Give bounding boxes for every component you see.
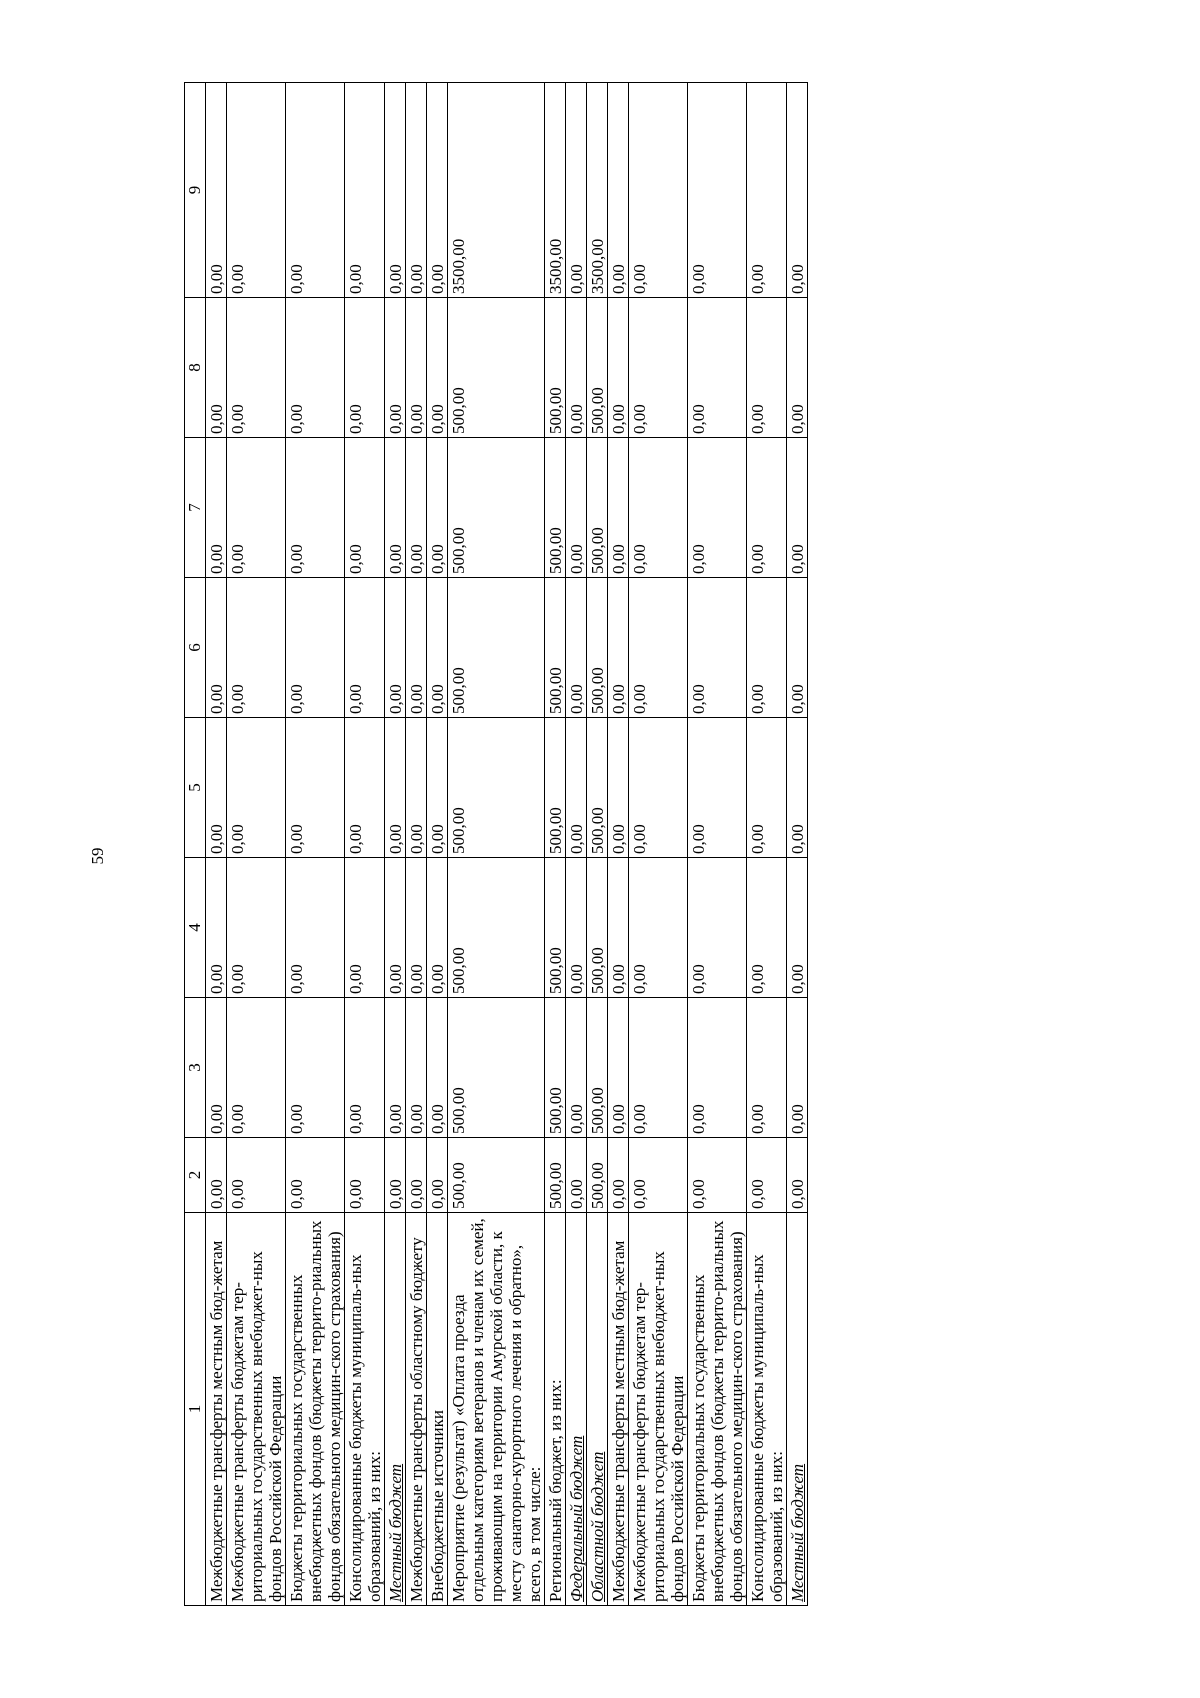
row-label — [787, 1213, 808, 1606]
table-row — [566, 83, 587, 1606]
table-row — [385, 83, 406, 1606]
value-cell-col-2: 500,00 — [448, 1138, 545, 1213]
value-cell-col-8: 0,00 — [206, 298, 227, 438]
table-row — [345, 83, 385, 1606]
value-cell-col-8: 0,00 — [286, 298, 345, 438]
value-cell-col-6: 0,00 — [787, 578, 808, 718]
value-cell-col-6: 0,00 — [566, 578, 587, 718]
value-cell-col-8: 0,00 — [227, 298, 286, 438]
value-cell-col-5: 0,00 — [206, 718, 227, 858]
row-label — [629, 1213, 688, 1606]
value-cell-col-6: 500,00 — [545, 578, 566, 718]
value-cell-col-5: 0,00 — [406, 718, 427, 858]
table-row — [608, 83, 629, 1606]
value-cell-col-2: 0,00 — [747, 1138, 787, 1213]
row-label — [608, 1213, 629, 1606]
value-cell-col-2: 0,00 — [286, 1138, 345, 1213]
row-label-text: Консолидированные бюджеты муниципаль-ных образований, из них: — [346, 1254, 384, 1602]
value-cell-col-5: 0,00 — [629, 718, 688, 858]
row-label-text: Межбюджетные трансферты местным бюд-жетам — [609, 1240, 628, 1602]
value-cell-col-7: 500,00 — [448, 438, 545, 578]
value-cell-col-3: 0,00 — [286, 998, 345, 1138]
value-cell-col-6: 0,00 — [286, 578, 345, 718]
column-header-7: 7 — [185, 438, 206, 578]
value-cell-col-7: 0,00 — [427, 438, 448, 578]
value-cell-col-9: 0,00 — [427, 83, 448, 298]
value-cell-col-2: 0,00 — [566, 1138, 587, 1213]
value-cell-col-4: 0,00 — [747, 858, 787, 998]
value-cell-col-6: 0,00 — [427, 578, 448, 718]
table-row — [545, 83, 566, 1606]
row-label — [286, 1213, 345, 1606]
value-cell-col-9: 3500,00 — [448, 83, 545, 298]
value-cell-col-4: 0,00 — [385, 858, 406, 998]
value-cell-col-6: 500,00 — [448, 578, 545, 718]
value-cell-col-6: 0,00 — [206, 578, 227, 718]
value-cell-col-7: 0,00 — [747, 438, 787, 578]
column-header-1: 1 — [185, 1213, 206, 1606]
row-label-text: Местный бюджет — [788, 1463, 807, 1602]
value-cell-col-8: 500,00 — [587, 298, 608, 438]
value-cell-col-2: 0,00 — [406, 1138, 427, 1213]
value-cell-col-7: 0,00 — [406, 438, 427, 578]
value-cell-col-5: 500,00 — [587, 718, 608, 858]
row-label-text: Федеральный бюджет — [567, 1435, 586, 1602]
value-cell-col-3: 0,00 — [787, 998, 808, 1138]
row-label-text: Межбюджетные трансферты бюджетам тер-риториальных государственных внебюджет-ных фондов Российской Федерации — [630, 1251, 687, 1602]
value-cell-col-8: 500,00 — [545, 298, 566, 438]
value-cell-col-2: 0,00 — [227, 1138, 286, 1213]
value-cell-col-9: 0,00 — [385, 83, 406, 298]
value-cell-col-3: 0,00 — [227, 998, 286, 1138]
row-label — [448, 1213, 545, 1606]
row-label-text: Межбюджетные трансферты областному бюджету — [407, 1237, 426, 1602]
value-cell-col-2: 0,00 — [206, 1138, 227, 1213]
row-label-text: Бюджеты территориальных государственных внебюджетных фондов (бюджеты террито-риальных фондов обязательного медицин-ского страхования) — [689, 1220, 746, 1602]
value-cell-col-8: 0,00 — [629, 298, 688, 438]
table-row — [206, 83, 227, 1606]
value-cell-col-5: 500,00 — [545, 718, 566, 858]
value-cell-col-6: 0,00 — [345, 578, 385, 718]
value-cell-col-2: 500,00 — [545, 1138, 566, 1213]
table-row — [747, 83, 787, 1606]
page-number: 59 — [88, 847, 107, 865]
value-cell-col-5: 500,00 — [448, 718, 545, 858]
value-cell-col-2: 0,00 — [688, 1138, 747, 1213]
value-cell-col-8: 0,00 — [427, 298, 448, 438]
value-cell-col-7: 0,00 — [227, 438, 286, 578]
table-row — [787, 83, 808, 1606]
value-cell-col-3: 0,00 — [406, 998, 427, 1138]
value-cell-col-7: 500,00 — [545, 438, 566, 578]
value-cell-col-6: 0,00 — [629, 578, 688, 718]
value-cell-col-6: 0,00 — [608, 578, 629, 718]
value-cell-col-5: 0,00 — [566, 718, 587, 858]
value-cell-col-9: 0,00 — [688, 83, 747, 298]
value-cell-col-7: 0,00 — [385, 438, 406, 578]
value-cell-col-2: 0,00 — [629, 1138, 688, 1213]
value-cell-col-4: 0,00 — [206, 858, 227, 998]
value-cell-col-8: 0,00 — [385, 298, 406, 438]
value-cell-col-4: 0,00 — [286, 858, 345, 998]
value-cell-col-9: 0,00 — [787, 83, 808, 298]
value-cell-col-7: 0,00 — [566, 438, 587, 578]
value-cell-col-7: 0,00 — [608, 438, 629, 578]
value-cell-col-3: 0,00 — [385, 998, 406, 1138]
value-cell-col-3: 500,00 — [587, 998, 608, 1138]
value-cell-col-7: 500,00 — [587, 438, 608, 578]
row-label — [688, 1213, 747, 1606]
table-row — [227, 83, 286, 1606]
value-cell-col-2: 0,00 — [608, 1138, 629, 1213]
column-header-9: 9 — [185, 83, 206, 298]
value-cell-col-3: 0,00 — [747, 998, 787, 1138]
value-cell-col-3: 0,00 — [629, 998, 688, 1138]
row-label — [227, 1213, 286, 1606]
value-cell-col-6: 500,00 — [587, 578, 608, 718]
column-header-2: 2 — [185, 1138, 206, 1213]
value-cell-col-5: 0,00 — [608, 718, 629, 858]
table-row — [427, 83, 448, 1606]
column-header-6: 6 — [185, 578, 206, 718]
row-label — [566, 1213, 587, 1606]
value-cell-col-5: 0,00 — [286, 718, 345, 858]
table-row — [406, 83, 427, 1606]
value-cell-col-6: 0,00 — [385, 578, 406, 718]
value-cell-col-8: 0,00 — [787, 298, 808, 438]
value-cell-col-5: 0,00 — [227, 718, 286, 858]
column-header-5: 5 — [185, 718, 206, 858]
value-cell-col-3: 500,00 — [545, 998, 566, 1138]
budget-table — [184, 82, 808, 1606]
value-cell-col-4: 0,00 — [427, 858, 448, 998]
value-cell-col-9: 0,00 — [566, 83, 587, 298]
value-cell-col-7: 0,00 — [345, 438, 385, 578]
row-label — [406, 1213, 427, 1606]
value-cell-col-8: 0,00 — [566, 298, 587, 438]
value-cell-col-7: 0,00 — [286, 438, 345, 578]
value-cell-col-2: 0,00 — [427, 1138, 448, 1213]
value-cell-col-3: 0,00 — [608, 998, 629, 1138]
value-cell-col-5: 0,00 — [787, 718, 808, 858]
value-cell-col-9: 0,00 — [629, 83, 688, 298]
value-cell-col-5: 0,00 — [747, 718, 787, 858]
row-label-text: Консолидированные бюджеты муниципаль-ных образований, из них: — [748, 1254, 786, 1602]
row-label-text: Бюджеты территориальных государственных внебюджетных фондов (бюджеты террито-риальных фондов обязательного медицин-ского страхования) — [287, 1220, 344, 1602]
row-label-text: Мероприятие (результат) «Оплата проезда отдельным категориям ветеранов и членам их семей, проживающим на территории Амурской области, к месту санаторно-курортного лечения и обратно», всего, в том числе: — [449, 1218, 544, 1602]
value-cell-col-5: 0,00 — [688, 718, 747, 858]
row-label — [427, 1213, 448, 1606]
table-row — [629, 83, 688, 1606]
value-cell-col-9: 0,00 — [747, 83, 787, 298]
value-cell-col-8: 0,00 — [608, 298, 629, 438]
value-cell-col-5: 0,00 — [427, 718, 448, 858]
value-cell-col-4: 0,00 — [566, 858, 587, 998]
row-label-text: Областной бюджет — [588, 1451, 607, 1602]
value-cell-col-3: 0,00 — [427, 998, 448, 1138]
column-header-4: 4 — [185, 858, 206, 998]
table-row — [587, 83, 608, 1606]
table-row — [286, 83, 345, 1606]
value-cell-col-2: 500,00 — [587, 1138, 608, 1213]
value-cell-col-2: 0,00 — [385, 1138, 406, 1213]
value-cell-col-3: 500,00 — [448, 998, 545, 1138]
value-cell-col-7: 0,00 — [787, 438, 808, 578]
rotated-table-container — [184, 83, 1042, 1606]
row-label — [587, 1213, 608, 1606]
value-cell-col-4: 0,00 — [227, 858, 286, 998]
value-cell-col-4: 0,00 — [688, 858, 747, 998]
value-cell-col-9: 3500,00 — [587, 83, 608, 298]
value-cell-col-7: 0,00 — [629, 438, 688, 578]
value-cell-col-5: 0,00 — [385, 718, 406, 858]
value-cell-col-4: 0,00 — [345, 858, 385, 998]
value-cell-col-4: 0,00 — [629, 858, 688, 998]
row-label-text: Межбюджетные трансферты местным бюд-жетам — [207, 1240, 226, 1602]
value-cell-col-2: 0,00 — [787, 1138, 808, 1213]
value-cell-col-9: 0,00 — [286, 83, 345, 298]
header-row — [185, 83, 206, 1606]
row-label — [206, 1213, 227, 1606]
column-header-3: 3 — [185, 998, 206, 1138]
value-cell-col-4: 0,00 — [787, 858, 808, 998]
value-cell-col-9: 0,00 — [227, 83, 286, 298]
value-cell-col-6: 0,00 — [747, 578, 787, 718]
value-cell-col-4: 0,00 — [406, 858, 427, 998]
value-cell-col-8: 0,00 — [688, 298, 747, 438]
row-label — [747, 1213, 787, 1606]
value-cell-col-8: 0,00 — [406, 298, 427, 438]
row-label-text: Внебюджетные источники — [428, 1410, 447, 1602]
value-cell-col-6: 0,00 — [227, 578, 286, 718]
row-label — [385, 1213, 406, 1606]
value-cell-col-9: 0,00 — [345, 83, 385, 298]
value-cell-col-8: 0,00 — [747, 298, 787, 438]
value-cell-col-4: 500,00 — [587, 858, 608, 998]
column-header-8: 8 — [185, 298, 206, 438]
value-cell-col-6: 0,00 — [406, 578, 427, 718]
table-row — [688, 83, 747, 1606]
value-cell-col-3: 0,00 — [566, 998, 587, 1138]
row-label — [345, 1213, 385, 1606]
value-cell-col-4: 500,00 — [545, 858, 566, 998]
value-cell-col-8: 500,00 — [448, 298, 545, 438]
value-cell-col-9: 0,00 — [608, 83, 629, 298]
row-label-text: Местный бюджет — [386, 1463, 405, 1602]
value-cell-col-2: 0,00 — [345, 1138, 385, 1213]
value-cell-col-4: 500,00 — [448, 858, 545, 998]
value-cell-col-8: 0,00 — [345, 298, 385, 438]
value-cell-col-3: 0,00 — [206, 998, 227, 1138]
value-cell-col-9: 3500,00 — [545, 83, 566, 298]
value-cell-col-9: 0,00 — [206, 83, 227, 298]
table-row — [448, 83, 545, 1606]
value-cell-col-3: 0,00 — [688, 998, 747, 1138]
row-label-text: Региональный бюджет, из них: — [546, 1379, 565, 1602]
row-label-text: Межбюджетные трансферты бюджетам тер-риториальных государственных внебюджет-ных фондов Российской Федерации — [228, 1251, 285, 1602]
value-cell-col-9: 0,00 — [406, 83, 427, 298]
table-body — [206, 83, 808, 1606]
value-cell-col-4: 0,00 — [608, 858, 629, 998]
value-cell-col-5: 0,00 — [345, 718, 385, 858]
value-cell-col-6: 0,00 — [688, 578, 747, 718]
value-cell-col-7: 0,00 — [206, 438, 227, 578]
row-label — [545, 1213, 566, 1606]
value-cell-col-7: 0,00 — [688, 438, 747, 578]
value-cell-col-3: 0,00 — [345, 998, 385, 1138]
